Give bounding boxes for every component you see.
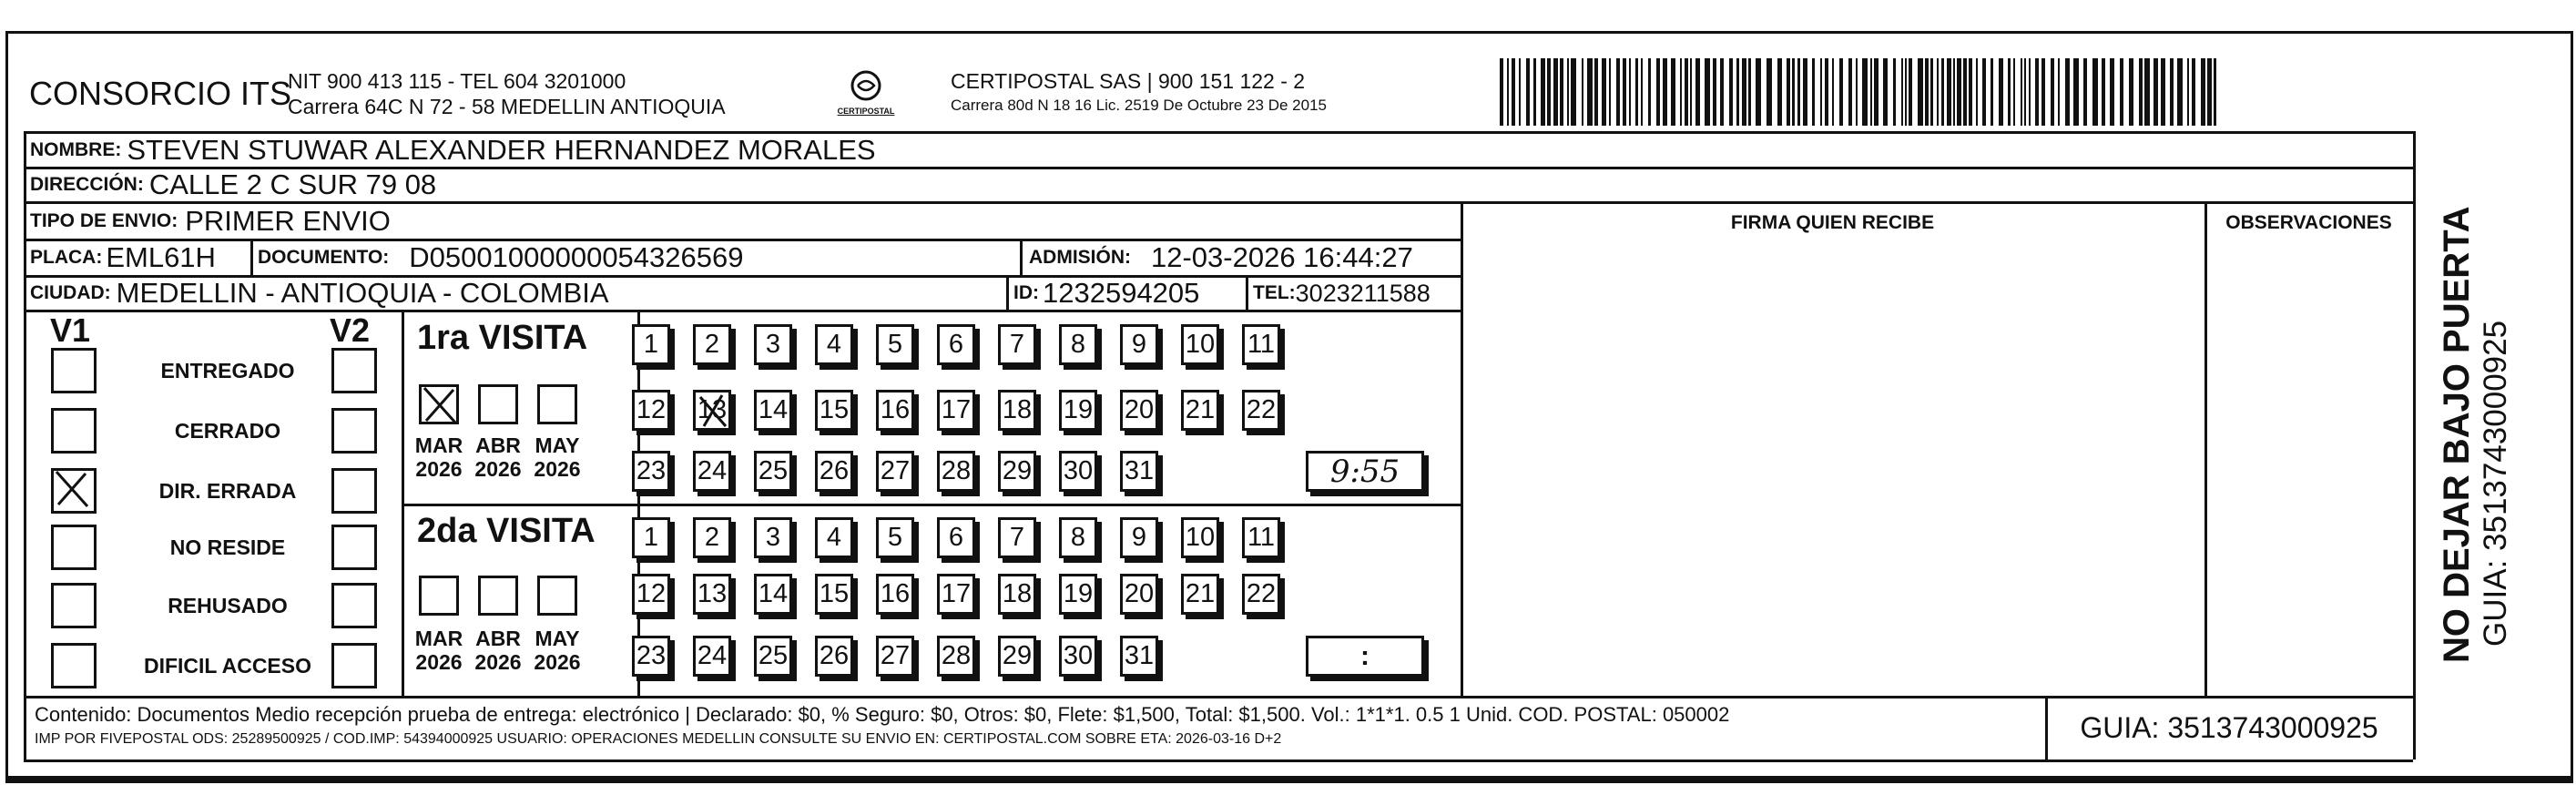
barcode-bar	[2110, 58, 2114, 126]
company-name: CONSORCIO ITS	[29, 75, 292, 112]
visit2-day[interactable]: 7	[998, 517, 1036, 558]
barcode-bar	[1937, 58, 1939, 126]
visit1-day[interactable]: 20	[1120, 390, 1158, 431]
barcode-bar	[1512, 58, 1515, 126]
grid-line	[402, 504, 1461, 506]
barcode-bar	[2029, 58, 2031, 126]
visit1-day[interactable]: 29	[998, 451, 1036, 492]
month-name: ABR	[475, 627, 521, 650]
visit2-day[interactable]: 17	[937, 574, 975, 615]
barcode-bar	[2102, 58, 2105, 126]
barcode-bar	[2073, 58, 2079, 126]
visit2-day[interactable]: 16	[876, 574, 914, 615]
document-label: DOCUMENTO:	[258, 247, 390, 268]
barcode-bar	[1602, 58, 1606, 126]
grid-line	[24, 760, 2413, 762]
visit2-month-checkbox[interactable]	[537, 576, 577, 616]
grid-line	[250, 239, 253, 275]
send-type: PRIMER ENVIO	[185, 204, 391, 237]
visit1-day[interactable]: 22	[1242, 390, 1280, 431]
month-year: 2026	[474, 650, 522, 675]
barcode-bar	[1736, 58, 1739, 126]
certipostal-logo-text: CERTIPOSTAL	[837, 107, 895, 116]
barcode-bar	[1635, 58, 1638, 126]
observations-header: OBSERVACIONES	[2225, 212, 2392, 233]
visit2-month-checkbox[interactable]	[419, 576, 459, 616]
document: D05001000000054326569	[409, 241, 744, 273]
barcode-bar	[2051, 58, 2054, 126]
footer-print-info: IMP POR FIVEPOSTAL ODS: 25289500925 / COD.IMP: 54394000925 USUARIO: OPERACIONES MEDELLIN CONSULTE SU ENVIO EN: CERTIPOSTAL.COM SOBRE ETA: 2026-03-16 D+2	[35, 731, 1282, 747]
barcode-bar	[2058, 58, 2060, 126]
status-label: DIR. ERRADA	[158, 479, 297, 503]
visit1-day[interactable]: 25	[754, 451, 792, 492]
tel: 3023211588	[1295, 279, 1431, 307]
visit1-day[interactable]: 24	[693, 451, 731, 492]
v2-checkbox[interactable]	[331, 643, 377, 688]
month-year: 2026	[415, 457, 463, 482]
visit2-day[interactable]: 4	[815, 517, 853, 558]
barcode-bar	[2187, 58, 2189, 126]
visit2-day[interactable]: 31	[1120, 636, 1158, 677]
status-label: NO RESIDE	[169, 535, 286, 559]
visit2-month-label	[407, 627, 471, 675]
barcode-bar	[2144, 58, 2150, 126]
visit1-month-label	[466, 433, 530, 482]
month-name: ABR	[475, 433, 521, 457]
certipostal-logo	[834, 69, 898, 116]
visit1-day[interactable]: 4	[815, 324, 853, 365]
barcode-bar	[2129, 58, 2133, 126]
grid-line	[1020, 239, 1023, 275]
visit1-month-label	[407, 433, 471, 482]
certipostal-license: Carrera 80d N 18 16 Lic. 2519 De Octubre 23 De 2015	[951, 97, 1327, 114]
company-nit: NIT 900 413 115 - TEL 604 3201000	[288, 69, 626, 93]
visit2-day[interactable]: 5	[876, 517, 914, 558]
grid-line	[2204, 201, 2207, 696]
grid-line	[24, 131, 26, 760]
month-year: 2026	[474, 457, 522, 482]
visit1-day[interactable]: 23	[632, 451, 670, 492]
barcode-bar	[1930, 58, 1933, 126]
barcode-bar	[1594, 58, 1598, 126]
recipient-name: STEVEN STUWAR ALEXANDER HERNANDEZ MORALES	[127, 133, 876, 166]
visit2-day[interactable]: 11	[1242, 517, 1280, 558]
barcode-bar	[1547, 58, 1551, 126]
barcode-bar	[1713, 58, 1716, 126]
plate-label: PLACA:	[30, 247, 103, 268]
barcode-bar	[1629, 58, 1631, 126]
barcode-bar	[2083, 58, 2087, 126]
plate: EML61H	[106, 241, 216, 273]
month-name: MAR	[414, 627, 463, 650]
barcode-bar	[1671, 58, 1675, 126]
barcode-bar	[2201, 58, 2205, 126]
barcode-bar	[1500, 58, 1503, 126]
document-row	[258, 240, 743, 275]
v2-checkbox[interactable]	[331, 583, 377, 628]
recipient-address: CALLE 2 C SUR 79 08	[148, 168, 437, 200]
barcode-bar	[1695, 58, 1700, 126]
visit1-day[interactable]: 2	[693, 324, 731, 365]
status-label: DIFICIL ACCESO	[143, 654, 311, 678]
send-type-row	[30, 203, 391, 239]
grid-line	[402, 310, 404, 696]
visit1-day[interactable]: 31	[1120, 451, 1158, 492]
month-name: MAR	[414, 433, 463, 457]
barcode-bar	[1957, 58, 1961, 126]
barcode-bar	[1787, 58, 1790, 126]
visit2-day[interactable]: 23	[632, 636, 670, 677]
visit1-day[interactable]: 11	[1242, 324, 1280, 365]
side-warning	[2436, 153, 2514, 663]
barcode-bar	[2120, 58, 2123, 126]
month-year: 2026	[534, 650, 581, 675]
visit1-day[interactable]: 5	[876, 324, 914, 365]
visit1-day[interactable]: 30	[1059, 451, 1097, 492]
address-row	[30, 168, 436, 201]
visit2-day[interactable]: 21	[1181, 574, 1219, 615]
visit2-day[interactable]: 20	[1120, 574, 1158, 615]
visit2-day[interactable]: 12	[632, 574, 670, 615]
barcode-bar	[1623, 58, 1626, 126]
id-label: ID:	[1013, 282, 1039, 303]
barcode-bar	[1941, 58, 1944, 126]
city-row	[30, 277, 609, 310]
grid-line	[24, 310, 1461, 312]
barcode-bar	[1587, 58, 1593, 126]
visit1-day[interactable]: 7	[998, 324, 1036, 365]
barcode-bar	[1969, 58, 1972, 126]
month-year: 2026	[534, 457, 581, 482]
v2-checkbox[interactable]	[331, 525, 377, 570]
barcode-bar	[1925, 58, 1929, 126]
visit1-day[interactable]: 13	[693, 390, 731, 431]
visit1-month-checkbox[interactable]	[537, 384, 577, 424]
admission-label: ADMISIÓN:	[1029, 247, 1131, 268]
barcode	[1500, 58, 2228, 126]
id-row	[1013, 277, 1199, 310]
visit1-month-label	[525, 433, 589, 482]
barcode-bar	[2024, 58, 2026, 126]
v1-checkbox[interactable]	[51, 348, 97, 393]
visit2-day[interactable]: 26	[815, 636, 853, 677]
visit1-month-checkbox[interactable]	[478, 384, 518, 424]
visit2-time[interactable]: :	[1306, 636, 1424, 677]
month-name: MAY	[535, 627, 580, 650]
barcode-bar	[1742, 58, 1746, 126]
visit2-day[interactable]: 15	[815, 574, 853, 615]
barcode-bar	[2021, 58, 2022, 126]
barcode-bar	[1862, 58, 1868, 126]
barcode-bar	[1991, 58, 1993, 126]
visit2-day[interactable]: 22	[1242, 574, 1280, 615]
side-guia: GUIA: 3513743000925	[2478, 320, 2513, 647]
tel-label: TEL:	[1253, 282, 1296, 303]
visit2-month-label	[525, 627, 589, 675]
visit1-day[interactable]: 21	[1181, 390, 1219, 431]
visit2-day[interactable]: 3	[754, 517, 792, 558]
barcode-bar	[1909, 58, 1912, 126]
grid-line	[2413, 131, 2416, 760]
visit2-day[interactable]: 24	[693, 636, 731, 677]
grid-line	[1006, 275, 1009, 310]
visit1-day[interactable]: 12	[632, 390, 670, 431]
barcode-bar	[1839, 58, 1843, 126]
v1-header: V1	[50, 311, 91, 349]
barcode-bar	[1656, 58, 1660, 126]
visit2-day[interactable]: 29	[998, 636, 1036, 677]
v2-checkbox[interactable]	[331, 468, 377, 514]
barcode-bar	[1748, 58, 1751, 126]
barcode-bar	[1680, 58, 1682, 126]
id-number: 1232594205	[1043, 277, 1200, 309]
barcode-bar	[1533, 58, 1536, 126]
barcode-bar	[1767, 58, 1772, 126]
visit1-day[interactable]: 27	[876, 451, 914, 492]
v2-checkbox[interactable]	[331, 348, 377, 393]
barcode-bar	[1582, 58, 1583, 126]
visit2-month-label	[466, 627, 530, 675]
barcode-bar	[1648, 58, 1651, 126]
visit1-day[interactable]: 17	[937, 390, 975, 431]
barcode-bar	[2170, 58, 2174, 126]
barcode-bar	[1918, 58, 1923, 126]
barcode-bar	[1777, 58, 1782, 126]
barcode-bar	[2214, 58, 2216, 126]
barcode-bar	[1616, 58, 1620, 126]
visit1-day[interactable]: 18	[998, 390, 1036, 431]
barcode-bar	[1519, 58, 1521, 126]
no-dejar-bajo-puerta: NO DEJAR BAJO PUERTA	[2437, 206, 2477, 663]
barcode-bar	[1663, 58, 1667, 126]
barcode-bar	[1870, 58, 1872, 126]
barcode-bar	[1541, 58, 1545, 126]
v1-checkbox[interactable]	[51, 468, 97, 514]
visit2-day[interactable]: 14	[754, 574, 792, 615]
v2-checkbox[interactable]	[331, 408, 377, 454]
barcode-bar	[1609, 58, 1611, 126]
visit2-title: 2da VISITA	[417, 512, 596, 550]
barcode-bar	[1560, 58, 1563, 126]
barcode-bar	[1820, 58, 1822, 126]
visit2-day[interactable]: 18	[998, 574, 1036, 615]
certipostal-info: CERTIPOSTAL SAS | 900 151 122 - 2	[951, 69, 1306, 93]
grid-line	[1461, 201, 1463, 696]
barcode-bar	[2192, 58, 2195, 126]
barcode-bar	[1729, 58, 1733, 126]
name-label: NOMBRE:	[30, 138, 122, 160]
status-label: REHUSADO	[168, 594, 288, 617]
barcode-bar	[1982, 58, 1986, 126]
visit2-day[interactable]: 10	[1181, 517, 1219, 558]
barcode-bar	[2013, 58, 2015, 126]
barcode-bar	[1963, 58, 1967, 126]
barcode-bar	[1999, 58, 2003, 126]
admission: 12-03-2026 16:44:27	[1151, 241, 1413, 273]
barcode-bar	[1756, 58, 1761, 126]
barcode-bar	[1803, 58, 1807, 126]
barcode-bar	[1797, 58, 1800, 126]
barcode-bar	[1856, 58, 1858, 126]
visit1-day[interactable]: 28	[937, 451, 975, 492]
grid-line	[1246, 275, 1248, 310]
visit2-day[interactable]: 9	[1120, 517, 1158, 558]
barcode-bar	[1641, 58, 1643, 126]
barcode-bar	[1705, 58, 1710, 126]
name-row	[30, 133, 876, 167]
send-type-label: TIPO DE ENVIO:	[30, 209, 178, 231]
barcode-bar	[1976, 58, 1978, 126]
visit1-month-checkbox[interactable]	[419, 384, 459, 424]
v1-checkbox[interactable]	[51, 643, 97, 688]
barcode-bar	[1507, 58, 1509, 126]
visit2-day[interactable]: 19	[1059, 574, 1097, 615]
visit1-day[interactable]: 1	[632, 324, 670, 365]
barcode-bar	[2092, 58, 2098, 126]
visit1-day[interactable]: 10	[1181, 324, 1219, 365]
barcode-bar	[1893, 58, 1896, 126]
visit2-day[interactable]: 1	[632, 517, 670, 558]
footer-contents: Contenido: Documentos Medio recepción prueba de entrega: electrónico | Declarado: $0, % Seguro: $0, Otros: $0, Flete: $1,500, Total: $1,500. Vol.: 1*1*1. 0.5 1 Unid. COD. POSTAL: 050002	[35, 703, 1730, 726]
barcode-bar	[1825, 58, 1828, 126]
barcode-bar	[1792, 58, 1795, 126]
visit2-day[interactable]: 25	[754, 636, 792, 677]
barcode-bar	[1720, 58, 1724, 126]
barcode-bar	[1812, 58, 1815, 126]
visit2-day[interactable]: 30	[1059, 636, 1097, 677]
certipostal-logo-icon	[848, 69, 884, 102]
barcode-bar	[2177, 58, 2183, 126]
barcode-bar	[2041, 58, 2045, 126]
v1-checkbox[interactable]	[51, 525, 97, 570]
barcode-bar	[2153, 58, 2158, 126]
v1-checkbox[interactable]	[51, 583, 97, 628]
status-label: CERRADO	[174, 419, 281, 443]
month-year: 2026	[415, 650, 463, 675]
v1-checkbox[interactable]	[51, 408, 97, 454]
barcode-bar	[1567, 58, 1569, 126]
barcode-bar	[1685, 58, 1688, 126]
barcode-bar	[2065, 58, 2070, 126]
visit1-day[interactable]: 16	[876, 390, 914, 431]
visit2-month-checkbox[interactable]	[478, 576, 518, 616]
company-address: Carrera 64C N 72 - 58 MEDELLIN ANTIOQUIA	[288, 95, 726, 118]
barcode-bar	[1690, 58, 1692, 126]
barcode-bar	[2035, 58, 2039, 126]
barcode-bar	[1953, 58, 1955, 126]
barcode-bar	[1901, 58, 1903, 126]
barcode-bar	[1883, 58, 1888, 126]
plate-row	[30, 240, 216, 275]
barcode-bar	[2207, 58, 2212, 126]
status-label: ENTREGADO	[160, 359, 295, 382]
barcode-bar	[1905, 58, 1907, 126]
v2-header: V2	[330, 311, 371, 349]
barcode-bar	[1571, 58, 1576, 126]
footer-guia: GUIA: 3513743000925	[2080, 710, 2378, 744]
barcode-bar	[1832, 58, 1834, 126]
barcode-bar	[1848, 58, 1852, 126]
barcode-bar	[1947, 58, 1951, 126]
barcode-bar	[1526, 58, 1530, 126]
visit1-day[interactable]: 3	[754, 324, 792, 365]
visit1-day[interactable]: 19	[1059, 390, 1097, 431]
visit2-day[interactable]: 6	[937, 517, 975, 558]
admission-row	[1029, 240, 1413, 275]
barcode-bar	[1874, 58, 1879, 126]
visit2-day[interactable]: 27	[876, 636, 914, 677]
visit1-day[interactable]: 8	[1059, 324, 1097, 365]
barcode-bar	[2008, 58, 2011, 126]
visit1-day[interactable]: 9	[1120, 324, 1158, 365]
signature-header: FIRMA QUIEN RECIBE	[1730, 212, 1935, 233]
address-label: DIRECCIÓN:	[30, 174, 144, 195]
visit1-day[interactable]: 6	[937, 324, 975, 365]
frame-bottom-band	[5, 776, 2573, 781]
tel-row	[1253, 277, 1431, 310]
visit2-day[interactable]: 2	[693, 517, 731, 558]
visit1-time[interactable]: 9:55	[1306, 451, 1424, 492]
barcode-bar	[2139, 58, 2143, 126]
visit1-title: 1ra VISITA	[417, 319, 588, 357]
barcode-bar	[1553, 58, 1558, 126]
visit2-day[interactable]: 8	[1059, 517, 1097, 558]
visit2-day[interactable]: 13	[693, 574, 731, 615]
city: MEDELLIN - ANTIOQUIA - COLOMBIA	[116, 277, 609, 309]
month-name: MAY	[535, 433, 580, 457]
visit1-day[interactable]: 15	[815, 390, 853, 431]
visit1-day[interactable]: 26	[815, 451, 853, 492]
city-label: CIUDAD:	[30, 282, 111, 303]
visit2-day[interactable]: 28	[937, 636, 975, 677]
barcode-bar	[2161, 58, 2165, 126]
visit1-day[interactable]: 14	[754, 390, 792, 431]
